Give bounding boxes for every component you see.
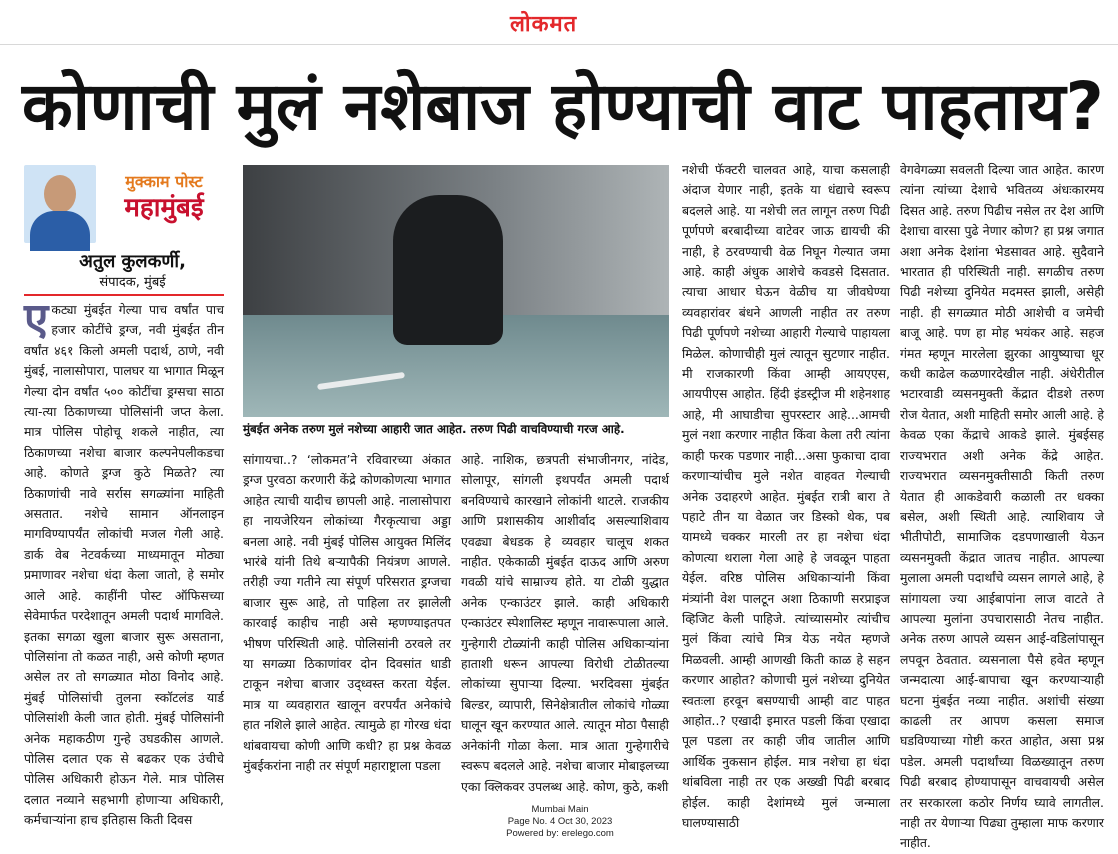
author-role: संपादक, मुंबई: [99, 275, 166, 290]
footer-date: Oct 30, 2023: [557, 816, 613, 827]
article-column-4: [682, 160, 890, 830]
article-photo: [243, 165, 669, 417]
footer-page-date: [470, 816, 650, 828]
kicker-bottom: महामुंबई: [124, 193, 204, 223]
byline: [40, 250, 225, 292]
photo-figure: [393, 195, 503, 345]
author-photo-body: [30, 211, 90, 251]
footer-page: Page No. 4: [507, 816, 556, 827]
byline-divider: [24, 294, 224, 296]
page-footer: [470, 804, 650, 840]
headline: कोणाची मुलं नशेबाज होण्याची वाट पाहताय?: [22, 68, 1104, 145]
article-column-1: [24, 294, 224, 828]
column-kicker: [104, 172, 224, 224]
footer-edition: Mumbai Main: [531, 804, 589, 815]
column-4-text: नशेची फॅक्टरी चालवत आहे, याचा कसलाही अंदाज येणार नाही, इतके या धंद्याचे स्वरूप बदलले आहे. या नशेची लत लागून तरुण पिढी पूर्णपणे बरबादीच्या वाटेवर जाऊ द्यायची की नाही, हे ठरवण्याची वेळ निघून गेल्यात जमा आहे. काही अंधुक आशेचे कवडसे दिसतात. त्याचा आधार घेऊन वेळीच या जीवघेण्या व्यवहारांवर बंधने आणली नाहीत तर तरुण पिढी पूर्णपणे नशेच्या आहारी गेल्याचे पाहायला मिळेल. कोणाचीही मुलं त्यातून सुटणार नाहीत. मी राजकारणी किंवा आम्ही आयएएस, आयपीएस आहोत. हिंदी इंडस्ट्रीज मी शहेनशाह आहे, मी आघाडीचा सुपरस्टार आहे...आमची मुलं नशा करणार नाहीत किंवा केला तरी त्यांना काही फरक पडणार नाही...असा फुकाचा दावा करणाऱ्यांचीच मुले नशेत वाहवत गेल्याची अनेक उदाहरणे आहेत. मुंबईत रात्री बारा ते पहाटे तीन या वेळात जर डिस्को थेक, पब यामध्ये चक्कर मारली तर हा नशेचा धंदा कोणत्या थराला गेला आहे हे जवळून पाहता येईल. वरिष्ठ पोलिस अधिकाऱ्यांनी किंवा मंत्र्यांनी वेश पालटून अशा ठिकाणी सरप्राइज व्हिजिट केली पाहिजे. त्यांच्यासमोर त्यांचीच मुलं किंवा त्यांचे मित्र येऊ नयेत म्हणजे मिळवली. आम्ही आणखी किती काळ हे सहन करणार आहोत? कोणाची मुलं नशेच्या दुनियेत स्वतःला हरवून बसण्याची आम्ही वाट पाहत आहोत..? एखादी इमारत पडली किंवा एखादा पूल पडला तर काही जीव जातील आणि आर्थिक नुकसान होईल. मात्र नशेचा हा धंदा थांबविला नाही तर एक अख्खी पिढी बरबाद होईल. काही देशांमध्ये मुलं जन्माला घालण्यासाठी: [682, 162, 890, 830]
footer-powered: Powered by: erelego.com: [506, 828, 614, 839]
masthead: [0, 0, 1118, 45]
author-photo-head: [44, 175, 76, 213]
author-photo: [24, 165, 96, 243]
article-column-2: [243, 450, 451, 780]
dropcap: ए: [24, 294, 49, 345]
column-3-text: आहे. नाशिक, छत्रपती संभाजीनगर, नांदेड, सोलापूर, सांगली इथपर्यंत अमली पदार्थ बनविण्याचे कारखाने लोकांनी थाटले. राजकीय आणि प्रशासकीय आशीर्वाद असल्याशिवाय एवढ्या बेधडक हे व्यवहार चालूच शकत नाहीत. एकेकाळी मुंबईत दाऊद आणि अरुण गवळी यांचे साम्राज्य होते. या टोळी युद्धात अनेक एन्काउंटर झाले. काही अधिकारी एन्काउंटर स्पेशालिस्ट म्हणून नावारूपाला आले. गुन्हेगारी टोळ्यांनी काही पोलिस अधिकाऱ्यांना हाताशी धरून आपल्या विरोधी टोळीतल्या लोकांच्या सुपाऱ्या दिल्या. भरदिवसा मुंबईत बिल्डर, व्यापारी, सिनेक्षेत्रातील लोकांचे गोळ्या घालून खून करण्यात आले. त्यातून मोठा पैसाही अनेकांनी गोळा केला. मात्र आता गुन्हेगारीचे स्वरूप बदलले आहे. नशेचा बाजार मोबाइलच्या एका क्लिकवर उपलब्ध आहे. कोण, कुठे, कशी: [461, 452, 669, 794]
photo-caption: मुंबईत अनेक तरुण मुलं नशेच्या आहारी जात आहेत. तरुण पिढी वाचविण्याची गरज आहे.: [243, 422, 625, 436]
newspaper-logo: लोकमत: [510, 12, 578, 37]
column-5-text: वेगवेगळ्या सवलती दिल्या जात आहेत. कारण त्यांना त्यांच्या देशाचे भवितव्य अंधःकारमय दिसत आहे. तरुण पिढीच नसेल तर देश आणि देशाचा वारसा पुढे नेणार कोण? हा प्रश्न जगात अशा अनेक देशांना भेडसावत आहे. सुदैवाने भारतात ही परिस्थिती नाही. सगळीच तरुण पिढी नशेच्या दुनियेत मदमस्त झाली, असेही नाही. ही सगळ्यात मोठी आशेची व जमेची बाजू आहे. पण हा मोह भयंकर आहे. सहज गंमत म्हणून मारलेला झुरका आयुष्याचा धूर कधी काढेल कळणारदेखील नाही. अंधेरीतील भटारवाडी व्यसनमुक्ती केंद्रात दीडशे तरुण रोज येतात, अशी माहिती समोर आली आहे. हे केवळ एका केंद्राचे आकडे झाले. मुंबईसह राज्यभरात अशी अनेक केंद्रे आहेत. राज्यभरात व्यसनमुक्तीसाठी किती तरुण येतात ही आकडेवारी कळाली तर धक्का बसेल, अशी स्थिती आहे. त्याशिवाय जे भीतीपोटी, सामाजिक दडपणाखाली येऊन व्यसनमुक्ती केंद्रात जातच नाहीत. आपल्या मुलाला अमली पदार्थांचे व्यसन लागले आहे, हे सांगायला ज्या आईबापांना लाज वाटते ते आपल्या मुलांना उपचारासाठी नेतच नाहीत. अनेक तरुण आपले व्यसन आई-वडिलांपासून लपवून ठेवतात. व्यसनाला पैसे हवेत म्हणून जन्मदात्या आई-बापाचा खून करण्याऱ्याही घटना मुंबईत नव्या नाहीत. अशांची संख्या काढली तर आपण कसला समाज घडविण्याच्या गोष्टी करत आहोत, असा प्रश्न पडेल. अमली पदार्थांच्या विळख्यातून तरुण पिढी बरबाद होण्यापासून वाचवायची असेल तर सरकारला कठोर निर्णय घ्यावे लागतील. नाही तर येणाऱ्या पिढ्या तुम्हाला माफ करणार नाहीत.: [900, 162, 1104, 851]
column-1-text: कट्या मुंबईत गेल्या पाच वर्षांत पाच हजार कोटींचे ड्रग्ज, नवी मुंबईत तीन वर्षांत ४६१ किलो अमली पदार्थ, ठाणे, नवी मुंबई, नालासोपारा, पालघर या भागात मिळून गेल्या दोन वर्षांत ५०० कोटींचा ड्रग्सचा साठा त्या-त्या ठिकाणच्या पोलिसांनी जप्त केला. मात्र पोलिस पोहोचू शकले नाहीत, त्या ठिकाणच्या नशेचा बाजार कल्पनेपलीकडचा आहे. कोणते ड्रग्ज कुठे मिळते? त्या ठिकाणांची नावे सर्रास सगळ्यांना माहिती असतात. नशेचे सामान ऑनलाइन मागविण्यापर्यंत लोकांची मजल गेली आहे. डार्क वेब नेटवर्कच्या माध्यमातून मोठ्या प्रमाणावर नशेचा धंदा केला जातो, हे समोर आले आहे. काहींनी पोस्ट ऑफिसच्या सेवेमार्फत परदेशातून अमली पदार्थ मागविले. इतका सगळा खुला बाजार सुरू असताना, पोलिसांना तो कळत नाही, असे कोणी म्हणत असेल तर तो सगळ्यात मोठा विनोद आहे. मुंबई पोलिसांची तुलना स्कॉटलंड यार्ड पोलिसांशी केली जात होती. मुंबई पोलिसांनी अनेक महाकठीण गुन्हे उघडकीस आणले. पोलिस दलात एक से बढकर एक उंचीचे पोलिस अधिकारी होऊन गेले. मात्र पोलिस दलात नव्याने सहभागी होणाऱ्या अधिकारी, कर्मचाऱ्यांना हाच इतिहास किती दिवस: [24, 302, 224, 828]
article-column-5: [900, 160, 1104, 851]
article-column-3: [461, 450, 669, 794]
kicker-top: मुक्काम पोस्ट: [125, 172, 203, 191]
column-2-text: सांगायचा..? ‘लोकमत’ने रविवारच्या अंकात ड्रग्ज पुरवठा करणारी केंद्रे कोणकोणत्या भागात आहेत त्याची यादीच छापली आहे. नालासोपारा हा नायजेरियन लोकांच्या गैरकृत्याचा अड्डा बनला आहे. नवी मुंबई पोलिस आयुक्त मिलिंद भारंबे यांनी तिथे बऱ्यापैकी नियंत्रण आणले. तरीही ज्या गतीने त्या संपूर्ण परिसरात ड्रग्जचा बाजार सुरू आहे, तो पाहिला तर झालेली कारवाई काहीच नाही असे म्हणण्याइतपत भीषण परिस्थिती आहे. पोलिसांनी ठरवले तर या सगळ्या ठिकाणांवर दोन दिवसांत धाडी टाकून नशेचा बाजार उद्ध्वस्त करता येईल. मात्र या व्यवहारात खालून वरपर्यंत अनेकांचे हात नशिले झाले आहेत. त्यामुळे हा गोरख धंदा थांबवायचा कोणी आणि कधी? हा प्रश्न केवळ मुंबईकरांना नाही तर संपूर्ण महाराष्ट्राला पडला: [243, 452, 451, 774]
author-name: अतुल कुलकर्णी,: [79, 251, 186, 272]
